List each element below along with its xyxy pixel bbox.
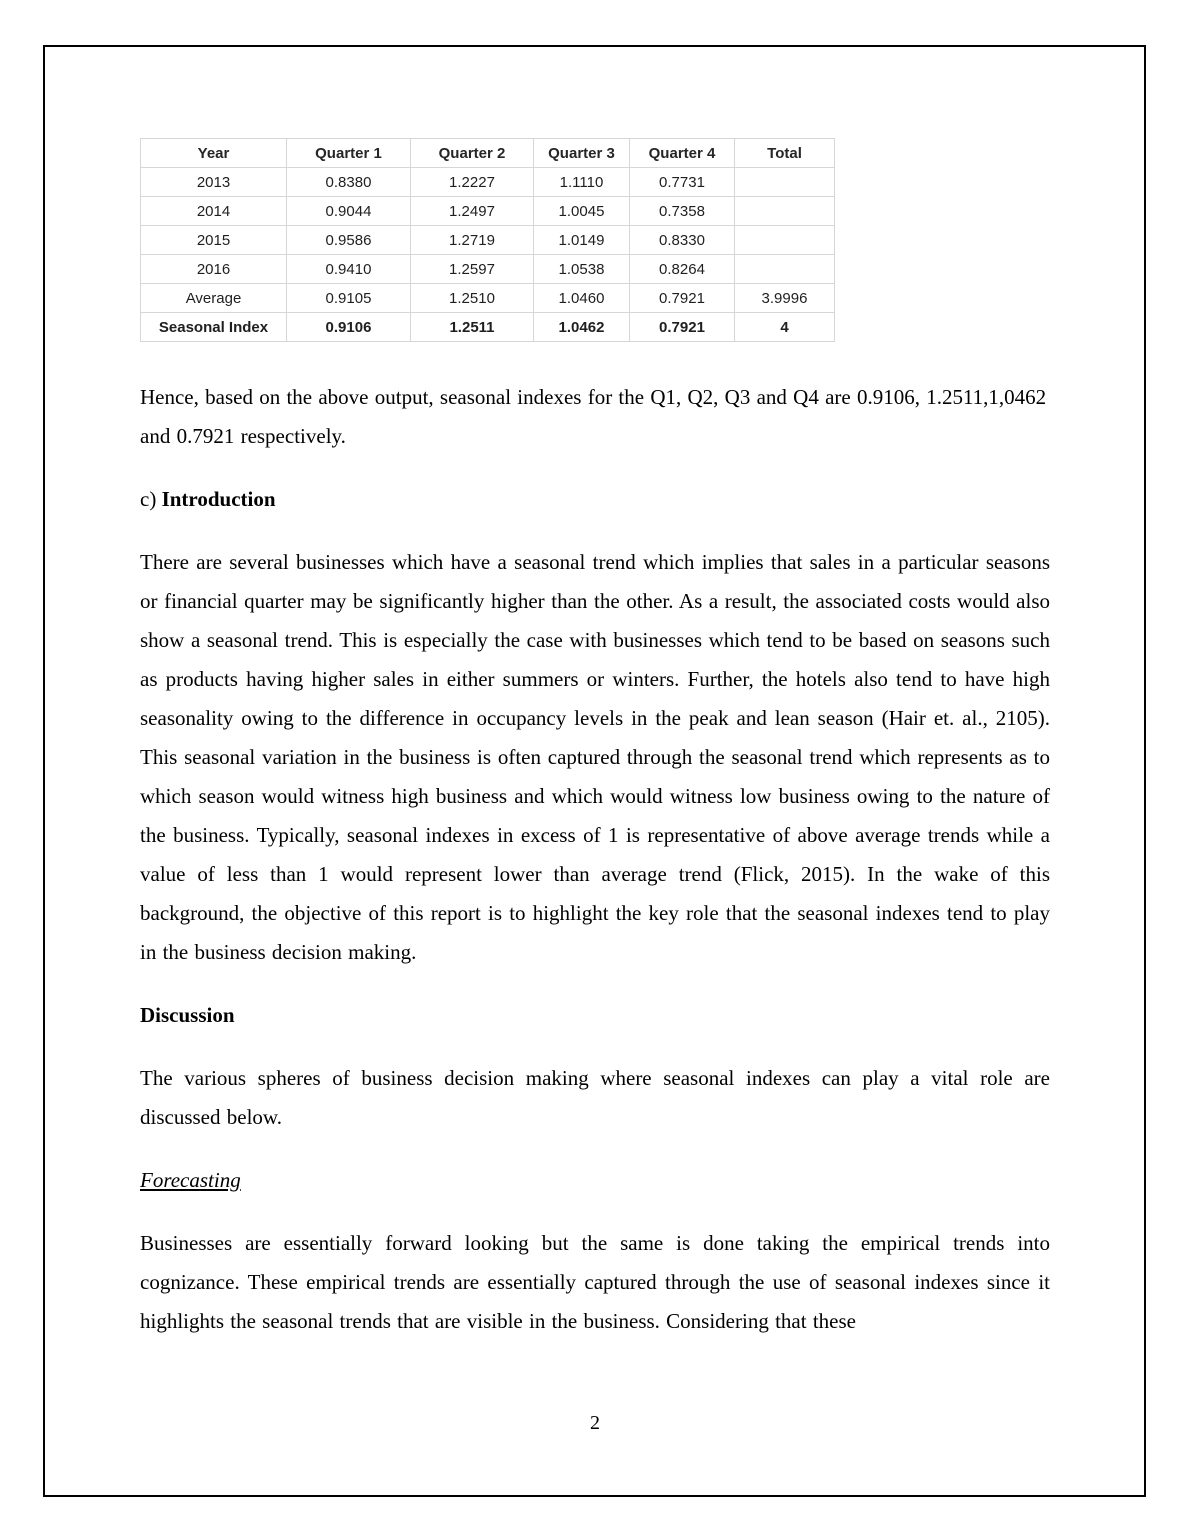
- page-number: 2: [590, 1412, 600, 1434]
- paragraph-forecasting: Businesses are essentially forward looking but the same is done taking the empirical trends into cognizance. These empirical trends are essentially captured through the use of seasonal indexes since it highlights the seasonal trends that are visible in the business. Considering that these: [140, 1231, 1050, 1333]
- cell-total: [735, 255, 835, 284]
- table-row: [141, 226, 835, 255]
- cell-q4: 0.7921: [630, 284, 735, 313]
- cell-q2: 1.2597: [411, 255, 534, 284]
- cell-year: 2016: [141, 255, 287, 284]
- cell-q3: 1.0149: [534, 226, 630, 255]
- cell-q1: 0.8380: [287, 168, 411, 197]
- table-row: [141, 168, 835, 197]
- cell-q1: 0.9106: [287, 313, 411, 342]
- header-quarter-1: Quarter 1: [287, 139, 411, 168]
- cell-q1: 0.9410: [287, 255, 411, 284]
- header-quarter-2: Quarter 2: [411, 139, 534, 168]
- header-year: Year: [141, 139, 287, 168]
- cell-q3: 1.0538: [534, 255, 630, 284]
- cell-q1: 0.9586: [287, 226, 411, 255]
- cell-q4: 0.8264: [630, 255, 735, 284]
- cell-q4: 0.7358: [630, 197, 735, 226]
- cell-total: 4: [735, 313, 835, 342]
- cell-label: Seasonal Index: [141, 313, 287, 342]
- cell-q3: 1.1110: [534, 168, 630, 197]
- heading-introduction-prefix: c): [140, 487, 162, 511]
- cell-q2: 1.2719: [411, 226, 534, 255]
- cell-q4: 0.8330: [630, 226, 735, 255]
- cell-q4: 0.7921: [630, 313, 735, 342]
- table-row-seasonal-index: [141, 313, 835, 342]
- cell-q1: 0.9044: [287, 197, 411, 226]
- cell-label: Average: [141, 284, 287, 313]
- heading-discussion: [140, 996, 1050, 1035]
- cell-total: [735, 168, 835, 197]
- cell-total: [735, 226, 835, 255]
- paragraph-introduction: There are several businesses which have a seasonal trend which implies that sales in a particular seasons or financial quarter may be significantly higher than the other. As a result, the associated costs would also show a seasonal trend. This is especially the case with businesses which tend to be based on seasons such as products having higher sales in either summers or winters. Further, the hotels also tend to have high seasonality owing to the difference in occupancy levels in the peak and lean season (Hair et. al., 2105). This seasonal variation in the business is often captured through the seasonal trend which represents as to which season would witness high business and which would witness low business owing to the nature of the business. Typically, seasonal indexes in excess of 1 is representative of above average trends while a value of less than 1 would represent lower than average trend (Flick, 2015). In the wake of this background, the objective of this report is to highlight the key role that the seasonal indexes tend to play in the business decision making.: [140, 550, 1050, 964]
- heading-forecasting-label: Forecasting: [140, 1168, 241, 1192]
- heading-introduction: [140, 480, 1050, 519]
- cell-q2: 1.2497: [411, 197, 534, 226]
- table-row: [141, 255, 835, 284]
- cell-q1: 0.9105: [287, 284, 411, 313]
- cell-q3: 1.0460: [534, 284, 630, 313]
- cell-year: 2013: [141, 168, 287, 197]
- header-total: Total: [735, 139, 835, 168]
- cell-q2: 1.2511: [411, 313, 534, 342]
- heading-forecasting: [140, 1161, 1050, 1200]
- heading-introduction-label: Introduction: [161, 487, 276, 511]
- cell-year: 2014: [141, 197, 287, 226]
- cell-q3: 1.0462: [534, 313, 630, 342]
- cell-q2: 1.2227: [411, 168, 534, 197]
- paragraph-discussion: The various spheres of business decision making where seasonal indexes can play a vital role are discussed below.: [140, 1066, 1050, 1129]
- header-quarter-3: Quarter 3: [534, 139, 630, 168]
- paragraph-seasonal-indexes-summary: Hence, based on the above output, seasonal indexes for the Q1, Q2, Q3 and Q4 are 0.9106, 1.2511,1,0462 and 0.7921 respectively.: [140, 385, 1047, 448]
- cell-year: 2015: [141, 226, 287, 255]
- table-header-row: [141, 139, 835, 168]
- cell-total: [735, 197, 835, 226]
- table-row-average: [141, 284, 835, 313]
- table-row: [141, 197, 835, 226]
- document-body: [140, 138, 1050, 1365]
- header-quarter-4: Quarter 4: [630, 139, 735, 168]
- heading-discussion-label: Discussion: [140, 1003, 235, 1027]
- cell-q2: 1.2510: [411, 284, 534, 313]
- cell-q4: 0.7731: [630, 168, 735, 197]
- cell-q3: 1.0045: [534, 197, 630, 226]
- cell-total: 3.9996: [735, 284, 835, 313]
- seasonal-index-table: [140, 138, 835, 342]
